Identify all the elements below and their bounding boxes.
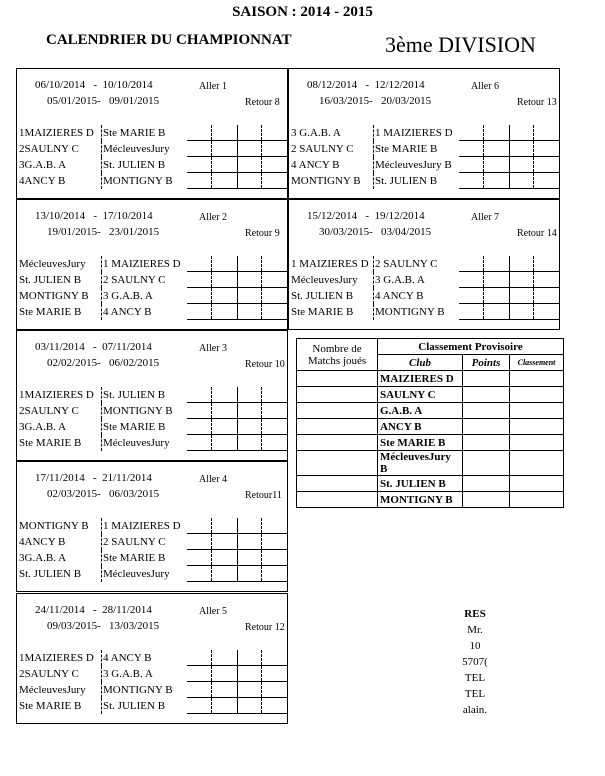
score-cells [187,272,287,288]
score-cells [187,518,287,534]
score-cells [187,650,287,666]
score-cells [187,173,287,189]
round-dates-return: 02/02/2015- 06/02/2015 [47,357,160,369]
away-team: 2 SAULNY C [375,258,438,270]
round-dates-first: 03/11/2014 - 07/11/2014 [35,341,152,353]
club-name: G.A.B. A [378,403,463,419]
aller-label: Aller 6 [471,81,500,92]
away-team: 1 MAIZIERES D [103,258,181,270]
away-team: MONTIGNY B [375,306,445,318]
away-team: 3 G.A.B. A [375,274,425,286]
team-separator [101,650,102,666]
rank-header: Classement [510,355,564,371]
team-separator [101,272,102,288]
team-separator [101,157,102,173]
round-dates-return: 16/03/2015- 20/03/2015 [319,95,432,107]
retour-label: Retour 13 [517,97,557,108]
points-cell [463,492,510,508]
away-team: MécleuvesJury [103,437,170,449]
score-cells [187,698,287,714]
team-separator [101,534,102,550]
score-cells [187,682,287,698]
team-separator [373,141,374,157]
match-row [289,272,559,288]
team-separator [373,288,374,304]
retour-label: Retour 8 [245,97,280,108]
round-dates-return: 09/03/2015- 13/03/2015 [47,620,160,632]
match-row [17,550,287,566]
responsible-line: Mr. [467,624,483,636]
standings-row [297,476,564,492]
team-separator [101,387,102,403]
standings-row [297,419,564,435]
team-separator [373,304,374,320]
team-separator [373,157,374,173]
home-team: 4ANCY B [19,536,66,548]
away-team: MécleuvesJury [103,143,170,155]
score-cells [187,288,287,304]
points-cell [463,371,510,387]
round-dates-first: 06/10/2014 - 10/10/2014 [35,79,153,91]
retour-label: Retour 12 [245,622,285,633]
responsible-line: TEL [464,688,486,700]
round-dates-first: 08/12/2014 - 12/12/2014 [307,79,425,91]
team-separator [101,125,102,141]
home-team: MécleuvesJury [19,684,86,696]
team-separator [373,256,374,272]
home-team: Ste MARIE B [19,437,82,449]
match-row [17,173,287,189]
match-row [289,141,559,157]
rank-cell [510,387,564,403]
home-team: Ste MARIE B [19,306,82,318]
rank-cell [510,435,564,451]
retour-label: Retour11 [245,490,282,501]
match-row [289,173,559,189]
away-team: Ste MARIE B [103,552,166,564]
round-dates-return: 30/03/2015- 03/04/2015 [319,226,432,238]
rank-cell [510,451,564,476]
match-row [17,682,287,698]
rank-cell [510,492,564,508]
aller-label: Aller 3 [199,343,228,354]
division-title: 3ème DIVISION [385,32,536,57]
matches-played-cell [297,451,378,476]
team-separator [101,666,102,682]
home-team: 4 ANCY B [291,159,340,171]
score-cells [187,256,287,272]
match-row [17,566,287,582]
score-cells [187,141,287,157]
standings-row [297,435,564,451]
aller-label: Aller 2 [199,212,228,223]
rank-cell [510,419,564,435]
points-cell [463,419,510,435]
away-team: 1 MAIZIERES D [375,127,453,139]
match-row [289,288,559,304]
score-cells [187,435,287,451]
away-team: 2 SAULNY C [103,274,166,286]
away-team: Ste MARIE B [103,127,166,139]
team-separator [101,419,102,435]
team-separator [373,125,374,141]
matches-played-cell [297,387,378,403]
home-team: 2 SAULNY C [291,143,354,155]
round-dates-first: 17/11/2014 - 21/11/2014 [35,472,152,484]
away-team: St. JULIEN B [103,700,166,712]
rank-cell [510,371,564,387]
score-cells [187,387,287,403]
club-name: MONTIGNY B [378,492,463,508]
home-team: 3G.A.B. A [19,421,67,433]
round-dates-first: 15/12/2014 - 19/12/2014 [307,210,425,222]
round-block [16,199,288,330]
score-cells [187,157,287,173]
standings-title: Classement Provisoire [378,339,564,355]
team-separator [373,272,374,288]
club-name: ANCY B [378,419,463,435]
team-separator [101,403,102,419]
round-block [16,461,288,592]
matches-played-cell [297,403,378,419]
round-dates-return: 02/03/2015- 06/03/2015 [47,488,160,500]
aller-label: Aller 7 [471,212,500,223]
away-team: St. JULIEN B [375,175,438,187]
score-cells [187,534,287,550]
home-team: St. JULIEN B [291,290,354,302]
home-team: 3G.A.B. A [19,552,67,564]
away-team: 1 MAIZIERES D [103,520,181,532]
standings-row [297,387,564,403]
retour-label: Retour 10 [245,359,285,370]
match-row [17,256,287,272]
score-cells [187,304,287,320]
away-team: MONTIGNY B [103,684,173,696]
home-team: 2SAULNY C [19,668,79,680]
match-row [17,403,287,419]
retour-label: Retour 14 [517,228,557,239]
home-team: MONTIGNY B [19,520,89,532]
home-team: 1MAIZIERES D [19,652,94,664]
matches-played-cell [297,435,378,451]
match-row [17,698,287,714]
match-row [17,304,287,320]
score-cells [459,288,559,304]
team-separator [101,173,102,189]
matches-played-cell [297,492,378,508]
team-separator [101,256,102,272]
responsible-line: alain. [462,704,488,716]
home-team: St. JULIEN B [19,568,82,580]
aller-label: Aller 5 [199,606,228,617]
responsible-line: 10 [469,640,481,652]
aller-label: Aller 4 [199,474,228,485]
points-header: Points [463,355,510,371]
rank-cell [510,476,564,492]
team-separator [101,698,102,714]
rank-cell [510,403,564,419]
standings-row [297,403,564,419]
home-team: MONTIGNY B [291,175,361,187]
home-team: 1 MAIZIERES D [291,258,369,270]
away-team: 4 ANCY B [103,306,152,318]
score-cells [187,403,287,419]
club-name: MAIZIERES D [378,371,463,387]
round-dates-first: 24/11/2014 - 28/11/2014 [35,604,152,616]
away-team: 4 ANCY B [375,290,424,302]
match-row [17,534,287,550]
home-team: Ste MARIE B [291,306,354,318]
match-row [17,387,287,403]
away-team: Ste MARIE B [375,143,438,155]
matches-played-cell [297,476,378,492]
score-cells [459,256,559,272]
points-cell [463,451,510,476]
team-separator [373,173,374,189]
home-team: MONTIGNY B [19,290,89,302]
home-team: 1MAIZIERES D [19,127,94,139]
away-team: 4 ANCY B [103,652,152,664]
home-team: MécleuvesJury [291,274,358,286]
home-team: 4ANCY B [19,175,66,187]
responsible-line: TEL [464,672,486,684]
away-team: 2 SAULNY C [103,536,166,548]
club-name: St. JULIEN B [378,476,463,492]
match-row [289,256,559,272]
match-row [17,157,287,173]
match-row [17,435,287,451]
score-cells [459,141,559,157]
team-separator [101,566,102,582]
aller-label: Aller 1 [199,81,228,92]
team-separator [101,435,102,451]
matches-played-cell [297,371,378,387]
standings-row [297,492,564,508]
calendar-title: CALENDRIER DU CHAMPIONNAT [46,32,292,48]
score-cells [459,157,559,173]
match-row [17,125,287,141]
away-team: MécleuvesJury B [375,159,452,171]
home-team: MécleuvesJury [19,258,86,270]
club-name: SAULNY C [378,387,463,403]
match-row [17,419,287,435]
team-separator [101,518,102,534]
points-cell [463,476,510,492]
points-cell [463,387,510,403]
round-block [288,199,560,330]
standings-table [296,338,564,508]
standings-row [297,451,564,476]
club-name: MécleuvesJury B [378,451,463,476]
match-row [17,141,287,157]
away-team: St. JULIEN B [103,159,166,171]
away-team: 3 G.A.B. A [103,668,153,680]
match-row [17,666,287,682]
home-team: St. JULIEN B [19,274,82,286]
match-row [289,157,559,173]
match-row [289,125,559,141]
round-block [16,593,288,724]
standings-row [297,371,564,387]
score-cells [459,304,559,320]
home-team: 3G.A.B. A [19,159,67,171]
club-name: Ste MARIE B [378,435,463,451]
score-cells [187,566,287,582]
team-separator [101,304,102,320]
match-row [17,272,287,288]
match-row [289,304,559,320]
home-team: 3 G.A.B. A [291,127,341,139]
away-team: MONTIGNY B [103,405,173,417]
team-separator [101,550,102,566]
responsible-info [440,606,510,718]
round-block [16,68,288,199]
retour-label: Retour 9 [245,228,280,239]
score-cells [187,125,287,141]
team-separator [101,141,102,157]
home-team: Ste MARIE B [19,700,82,712]
round-block [288,68,560,199]
club-header: Club [378,355,463,371]
score-cells [187,550,287,566]
match-row [17,650,287,666]
away-team: 3 G.A.B. A [103,290,153,302]
season-title: SAISON : 2014 - 2015 [232,4,373,20]
match-row [17,288,287,304]
match-row [17,518,287,534]
away-team: St. JULIEN B [103,389,166,401]
score-cells [187,419,287,435]
responsible-line: RES [464,608,486,620]
away-team: MONTIGNY B [103,175,173,187]
home-team: 2SAULNY C [19,143,79,155]
round-block [16,330,288,461]
home-team: 2SAULNY C [19,405,79,417]
round-dates-first: 13/10/2014 - 17/10/2014 [35,210,153,222]
matches-played-cell [297,419,378,435]
score-cells [187,666,287,682]
score-cells [459,272,559,288]
round-dates-return: 19/01/2015- 23/01/2015 [47,226,160,238]
away-team: MécleuvesJury [103,568,170,580]
away-team: Ste MARIE B [103,421,166,433]
team-separator [101,682,102,698]
responsible-line: 5707( [462,656,488,668]
score-cells [459,125,559,141]
points-cell [463,435,510,451]
team-separator [101,288,102,304]
score-cells [459,173,559,189]
points-cell [463,403,510,419]
round-dates-return: 05/01/2015- 09/01/2015 [47,95,160,107]
matches-played-header: Nombre de Matchs joués [297,339,378,371]
home-team: 1MAIZIERES D [19,389,94,401]
